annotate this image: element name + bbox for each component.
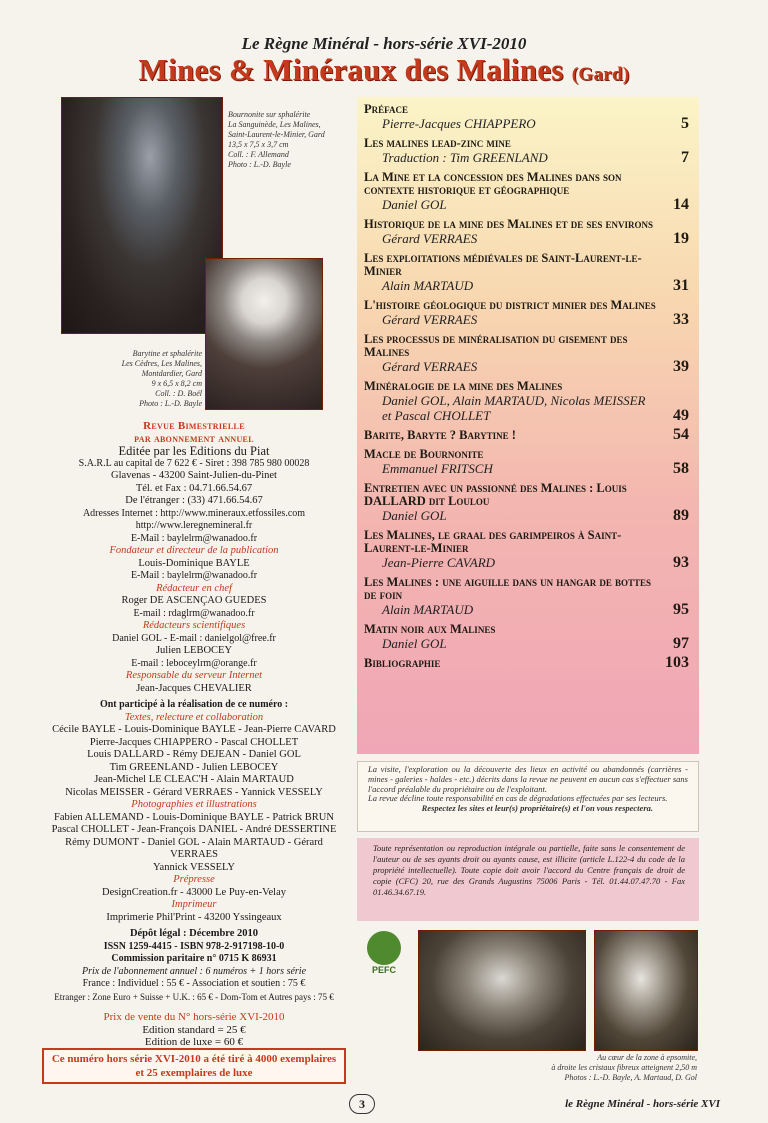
toc-title: Historique de la mine des Malines et de ses environs (364, 217, 654, 231)
sci-line2: Julien LEBOCEY (155, 645, 233, 656)
price-label: Prix de vente du N° hors-série XVI-2010 (103, 1011, 285, 1023)
toc-page-number: 97 (673, 635, 689, 652)
print-run-notice: Ce numéro hors série XVI-2010 a été tiré à 4000 exemplaires et 25 exemplaires de luxe (42, 1048, 346, 1084)
serveur-name: Jean-Jacques CHEVALIER (136, 682, 252, 694)
depot-line: Dépôt légal : Décembre 2010 (129, 928, 259, 939)
toc-page-number: 54 (673, 426, 689, 443)
toc-author: Alain MARTAUD (382, 602, 474, 617)
toc-entry[interactable] (364, 333, 691, 374)
participe-line: Ont participé à la réalisation de ce numéro : (99, 699, 289, 710)
toc-title: Les Malines : une aiguille dans un hangar de bottes de foin (364, 575, 651, 602)
toc-page-number: 39 (673, 358, 689, 375)
fondateur-label: Fondateur et directeur de la publication (109, 545, 279, 556)
toc-page-number: 58 (673, 460, 689, 477)
toc-entry[interactable] (364, 380, 691, 423)
price-block (40, 1011, 348, 1049)
toc-page-number: 14 (673, 196, 689, 213)
internet-line[interactable]: Adresses Internet : http://www.mineraux.etfossiles.com (82, 507, 306, 519)
toc-title: Macle de Bournonite (364, 447, 484, 461)
toc-entry[interactable] (364, 654, 691, 671)
bournonite-photo (61, 97, 223, 334)
caption-bournonite (228, 110, 358, 170)
toc-entry[interactable] (364, 171, 691, 212)
cave-photo-left (418, 930, 586, 1051)
toc-title: Minéralogie de la mine des Malines (364, 379, 563, 393)
etranger-line: De l'étranger : (33) 471.66.54.67 (125, 495, 263, 506)
caption-line: Barytine et sphalérite (132, 349, 202, 358)
toc-author: Daniel GOL (382, 636, 447, 651)
abonnement-label: par abonnement annuel (134, 432, 254, 445)
warning-text1: La visite, l'exploration ou la découverte des lieux en activité ou abandonnés (carrières - mines - galeries - haldes - etc.) décrits dans la revue ne peuvent en aucun cas s'effectuer sans l'accord préalable du propriétaire ou de l'exploitant. (368, 764, 688, 794)
toc-entry[interactable] (364, 299, 691, 327)
caption-line: à droite les cristaux fibreux atteignent 2,50 m (551, 1063, 697, 1072)
footer-text: le Règne Minéral - hors-série XVI (565, 1098, 720, 1110)
toc-title: Barite, Baryte ? Barytine ! (364, 428, 516, 442)
table-of-contents (357, 97, 699, 754)
toc-title: Les exploitations médiévales de Saint-Laurent-le-Minier (364, 251, 642, 278)
toc-entry[interactable] (364, 103, 691, 131)
caption-line: Coll. : F. Allemand (228, 150, 289, 159)
contributor-line: Louis DALLARD - Rémy DEJEAN - Daniel GOL (87, 749, 301, 760)
sci-line3[interactable]: E-mail : leboceylrm@orange.fr (131, 657, 257, 669)
photographer-line: Pascal CHOLLET - Jean-François DANIEL - André DESSERTINE (51, 824, 337, 835)
toc-page-number: 7 (681, 149, 689, 166)
copyright-text: Toute représentation ou reproduction intégrale ou partielle, faite sans le consentement de l'auteur ou de ses ayants droit ou ayants cause, est illicite (article L.122-4 du code de la propriété intellectuelle). Toute copie doit avoir l'accord du Centre français de droit de copie (CFC) 20, rue des Grands Augustins 75006 Paris - Tél. 01.44.07.47.70 - Fax 01.46.34.67.19. (373, 843, 685, 897)
caption-line: Les Cèdres, Les Malines, (121, 359, 202, 368)
toc-page-number: 49 (673, 407, 689, 424)
toc-author: Daniel GOL (382, 508, 447, 523)
toc-entry[interactable] (364, 576, 691, 617)
toc-entry[interactable] (364, 137, 691, 165)
toc-title: Bibliographie (364, 656, 441, 670)
pefc-tree-icon (367, 931, 401, 965)
toc-page-number: 95 (673, 601, 689, 618)
caption-line: Bournonite sur sphalérite (228, 110, 311, 119)
toc-title: Préface (364, 102, 408, 116)
toc-title: Matin noir aux Malines (364, 622, 496, 636)
contributor-line: Cécile BAYLE - Louis-Dominique BAYLE - Jean-Pierre CAVARD (52, 724, 336, 735)
page-number: 3 (349, 1094, 375, 1114)
contributor-line: Pierre-Jacques CHIAPPERO - Pascal CHOLLET (89, 736, 299, 748)
toc-author: Gérard VERRAES (382, 231, 478, 246)
redacteur-label: Rédacteur en chef (156, 582, 232, 594)
caption-line: Photo : L.-D. Bayle (228, 160, 291, 169)
url-line[interactable]: http://www.leregnemineral.fr (135, 520, 253, 531)
toc-entry[interactable] (364, 218, 691, 246)
toc-author: Gérard VERRAES (382, 312, 478, 327)
photographer-line: Rémy DUMONT - Daniel GOL - Alain MARTAUD - Gérard VERRAES (65, 836, 323, 860)
toc-author: Alain MARTAUD (382, 278, 474, 293)
photos-list (40, 812, 348, 875)
toc-entry[interactable] (364, 252, 691, 293)
toc-author: Jean-Pierre CAVARD (382, 555, 496, 570)
toc-title: Les malines lead-zinc mine (364, 136, 511, 150)
caption-line: 9 x 6,5 x 8,2 cm (151, 379, 202, 388)
toc-entry[interactable] (364, 529, 691, 570)
toc-page-number: 33 (673, 311, 689, 328)
toc-author: Gérard VERRAES (382, 359, 478, 374)
colophon (40, 420, 348, 1003)
caption-line: Saint-Laurent-le-Minier, Gard (228, 130, 325, 139)
price-standard: Edition standard = 25 € (142, 1023, 246, 1036)
contributor-line: Tim GREENLAND - Julien LEBOCEY (109, 761, 279, 773)
sci-label: Rédacteurs scientifiques (142, 620, 246, 631)
editee-line: Editée par les Editions du Piat (118, 444, 270, 458)
toc-page-number: 89 (673, 507, 689, 524)
cave-photo-right (594, 930, 698, 1051)
barytine-photo (205, 258, 323, 410)
textes-label: Textes, relecture et collaboration (124, 711, 264, 723)
pefc-label: PEFC (371, 965, 396, 975)
toc-entry[interactable] (364, 482, 691, 523)
page-title (0, 52, 768, 88)
caption-line: 13,5 x 7,5 x 3,7 cm (228, 140, 289, 149)
email-line[interactable]: E-Mail : baylelrm@wanadoo.fr (130, 532, 258, 544)
warning-text2: La revue décline toute responsabilité en cas de dégradations effectuées par ses lecteurs. (368, 793, 668, 804)
imprimeur-line: Imprimerie Phil'Print - 43200 Yssingeaux (106, 911, 282, 923)
caption-line: Au cœur de la zone à epsomite, (597, 1053, 697, 1062)
toc-page-number: 19 (673, 230, 689, 247)
toc-title: Entretien avec un passionné des Malines : Louis DALLARD dit Loulou (364, 481, 627, 508)
caption-line: Photo : L.-D. Bayle (139, 399, 202, 408)
toc-page-number: 5 (681, 115, 689, 132)
caption-line: La Sanguinède, Les Malines, (228, 120, 321, 129)
commission-line: Commission paritaire n° 0715 K 86931 (111, 953, 277, 964)
caption-line: Coll. : D. Boël (155, 389, 202, 398)
sarl-line: S.A.R.L au capital de 7 622 € - Siret : 398 785 980 00028 (78, 457, 310, 469)
warning-box (357, 761, 699, 832)
issn-line: ISSN 1259-4415 - ISBN 978-2-917198-10-0 (103, 940, 285, 952)
toc-title: Les Malines, le graal des garimpeiros à Saint-Laurent-le-Minier (364, 528, 622, 555)
caption-cave (440, 1053, 697, 1083)
toc-entry[interactable] (364, 426, 691, 443)
toc-author: Traduction : Tim GREENLAND (382, 150, 548, 165)
photos-label: Photographies et illustrations (131, 799, 257, 810)
prepresse-label: Prépresse (173, 874, 215, 885)
photographer-line: Yannick VESSELY (153, 861, 235, 873)
textes-list (40, 724, 348, 799)
price-luxe: Edition de luxe = 60 € (144, 1036, 244, 1048)
prepresse-line: DesignCreation.fr - 43000 Le Puy-en-Velay (102, 886, 286, 898)
tel-line: Tél. et Fax : 04.71.66.54.67 (135, 482, 253, 494)
redacteur-name: Roger DE ASCENÇAO GUEDES (121, 595, 267, 606)
toc-entry[interactable] (364, 448, 691, 476)
caption-line: Photos : L.-D. Bayle, A. Martaud, D. Gol (564, 1073, 697, 1082)
serveur-label: Responsable du serveur Internet (125, 670, 263, 681)
toc-author: Emmanuel FRITSCH (382, 461, 493, 476)
toc-page-number: 103 (665, 654, 689, 671)
caption-barytine (110, 349, 202, 409)
sci-line1: Daniel GOL - E-mail : danielgol@free.fr (112, 632, 276, 644)
etranger-prix: Etranger : Zone Euro + Suisse + U.K. : 65 € - Dom-Tom et Autres pays : 75 € (54, 991, 334, 1002)
toc-title: La Mine et la concession des Malines dans son contexte historique et géographique (364, 170, 622, 197)
redacteur-email[interactable]: E-mail : rdaglrm@wanadoo.fr (133, 607, 255, 619)
title-main: Mines & Minéraux des Malines (138, 52, 564, 87)
fondateur-name: Louis-Dominique BAYLE (138, 557, 250, 569)
caption-line: Montdardier, Gard (141, 369, 202, 378)
toc-author: Daniel GOL, Alain MARTAUD, Nicolas MEISSER et Pascal CHOLLET (382, 393, 646, 423)
toc-author: Daniel GOL (382, 197, 447, 212)
toc-title: L'histoire géologique du district minier des Malines (364, 298, 656, 312)
prix-abonnement: Prix de l'abonnement annuel : 6 numéros + 1 hors série (81, 965, 307, 977)
pefc-logo (364, 931, 404, 981)
copyright-box (357, 838, 699, 921)
contributor-line: Nicolas MEISSER - Gérard VERRAES - Yannick VESSELY (65, 786, 323, 798)
imprimeur-label: Imprimeur (171, 899, 217, 910)
revue-label: Revue Bimestrielle (143, 420, 245, 432)
toc-entry[interactable] (364, 623, 691, 651)
warning-text3: Respectez les sites et leur(s) propriétaire(s) et l'on vous respectera. (421, 803, 653, 814)
france-prix: France : Individuel : 55 € - Association et soutien : 75 € (82, 978, 306, 989)
photographer-line: Fabien ALLEMAND - Louis-Dominique BAYLE - Patrick BRUN (54, 811, 334, 823)
header-subtitle: Le Règne Minéral - hors-série XVI-2010 (241, 34, 527, 53)
title-suffix: (Gard) (571, 64, 630, 85)
toc-author: Pierre-Jacques CHIAPPERO (382, 116, 536, 131)
address-line: Glavenas - 43200 Saint-Julien-du-Pinet (111, 470, 277, 481)
fondateur-email[interactable]: E-Mail : baylelrm@wanadoo.fr (130, 570, 258, 581)
toc-page-number: 31 (673, 277, 689, 294)
contributor-line: Jean-Michel LE CLEAC'H - Alain MARTAUD (94, 774, 294, 785)
toc-title: Les processus de minéralisation du gisement des Malines (364, 332, 628, 359)
toc-page-number: 93 (673, 554, 689, 571)
